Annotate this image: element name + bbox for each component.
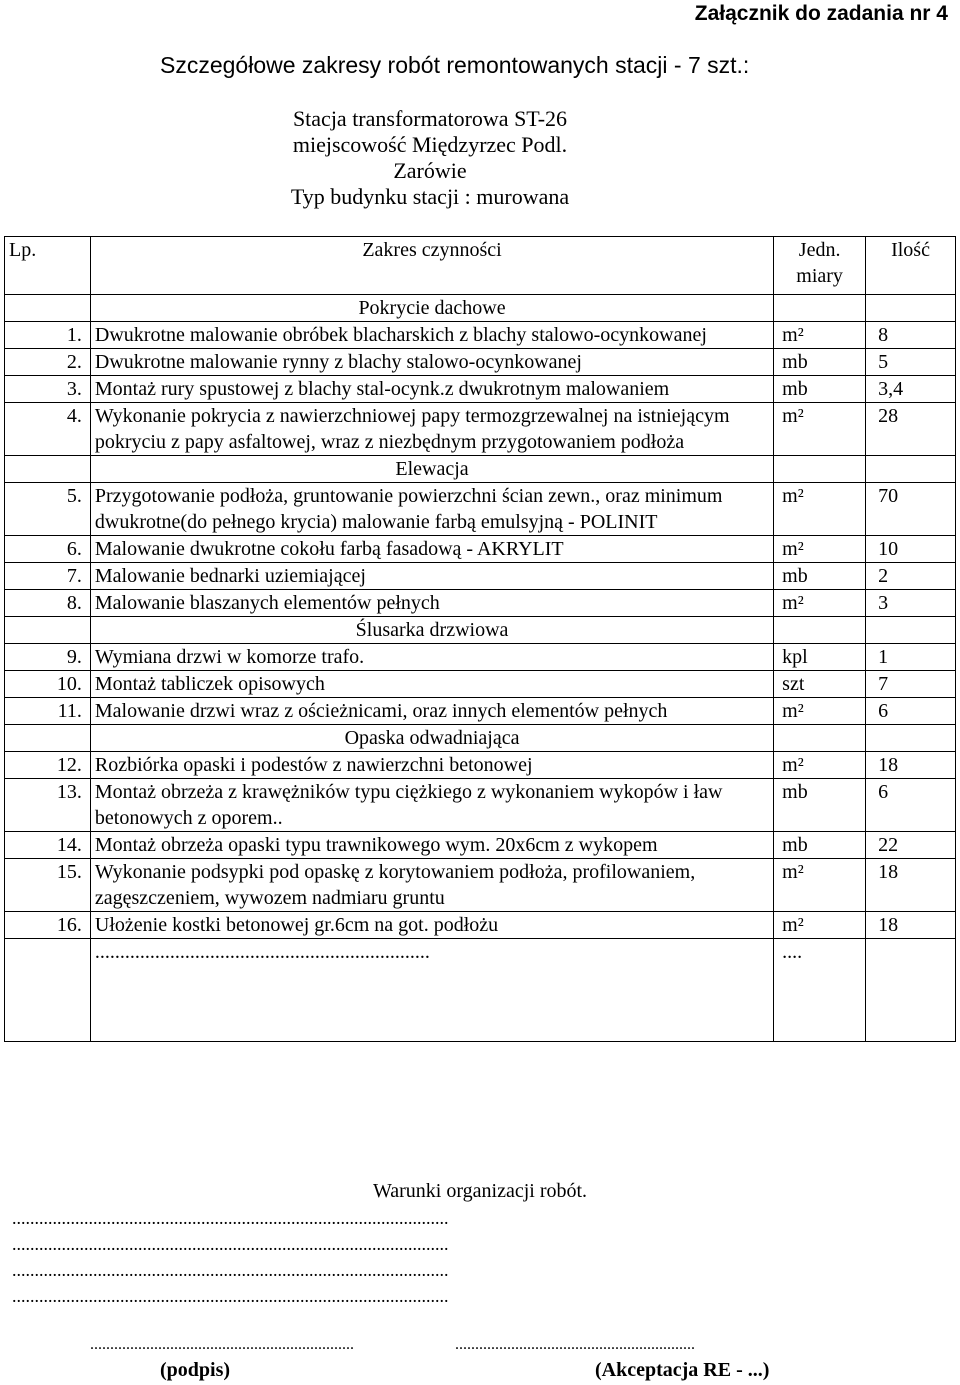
row-unit: kpl xyxy=(774,644,866,671)
blank-lp xyxy=(5,939,91,1042)
row-lp: 2. xyxy=(5,349,91,376)
row-unit: m² xyxy=(774,752,866,779)
row-description: Montaż rury spustowej z blachy stal-ocynk.z dwukrotnym malowaniem xyxy=(90,376,773,403)
row-quantity: 3,4 xyxy=(866,376,956,403)
section-lp-cell xyxy=(5,295,91,322)
row-description: Przygotowanie podłoża, gruntowanie powierzchni ścian zewn., oraz minimum dwukrotne(do pełnego krycia) malowanie farbą emulsyjną - POLINIT xyxy=(90,483,773,536)
table-row xyxy=(5,859,956,912)
building-type: Typ budynku stacji : murowana xyxy=(290,184,570,209)
row-description: Montaż tabliczek opisowych xyxy=(90,671,773,698)
row-lp: 10. xyxy=(5,671,91,698)
table-row xyxy=(5,349,956,376)
row-description: Malowanie dwukrotne cokołu farbą fasadową - AKRYLIT xyxy=(90,536,773,563)
station-name: Stacja transformatorowa ST-26 xyxy=(292,106,568,131)
col-scope: Zakres czynności xyxy=(90,237,773,295)
table-header xyxy=(5,237,956,295)
row-description: Montaż obrzeża opaski typu trawnikowego wym. 20x6cm z wykopem xyxy=(90,832,773,859)
signature-right-line: ............................................................ xyxy=(455,1336,695,1353)
row-description: Malowanie bednarki uziemiającej xyxy=(90,563,773,590)
blank-description: ................................................................... xyxy=(90,939,773,1042)
table-row xyxy=(5,912,956,939)
row-lp: 14. xyxy=(5,832,91,859)
signature-left-line: .................................................................. xyxy=(90,1336,354,1353)
row-unit: m² xyxy=(774,859,866,912)
row-quantity: 8 xyxy=(866,322,956,349)
section-qty-cell xyxy=(866,456,956,483)
row-quantity: 18 xyxy=(866,859,956,912)
row-description: Montaż obrzeża z krawężników typu ciężkiego z wykonaniem wykopów i ław betonowych z oporem.. xyxy=(90,779,773,832)
conditions-line-1: ................................................................................................. xyxy=(12,1208,449,1228)
table-row xyxy=(5,752,956,779)
section-qty-cell xyxy=(866,295,956,322)
section-row xyxy=(5,617,956,644)
section-unit-cell xyxy=(774,295,866,322)
blank-unit: .... xyxy=(774,939,866,1042)
row-unit: mb xyxy=(774,779,866,832)
row-quantity: 7 xyxy=(866,671,956,698)
col-qty: Ilość xyxy=(866,237,956,295)
row-unit: mb xyxy=(774,349,866,376)
row-quantity: 6 xyxy=(866,698,956,725)
table-row xyxy=(5,483,956,536)
row-lp: 3. xyxy=(5,376,91,403)
section-unit-cell xyxy=(774,725,866,752)
section-lp-cell xyxy=(5,456,91,483)
table-row xyxy=(5,671,956,698)
section-lp-cell xyxy=(5,617,91,644)
row-lp: 8. xyxy=(5,590,91,617)
conditions-line-3: ................................................................................................. xyxy=(12,1260,449,1280)
document-title: Szczegółowe zakresy robót remontowanych stacji - 7 szt.: xyxy=(160,52,750,78)
row-lp: 5. xyxy=(5,483,91,536)
table-row xyxy=(5,563,956,590)
section-qty-cell xyxy=(866,617,956,644)
works-table xyxy=(4,236,956,1042)
row-quantity: 2 xyxy=(866,563,956,590)
row-description: Malowanie drzwi wraz z ościeżnicami, oraz innych elementów pełnych xyxy=(90,698,773,725)
row-unit: m² xyxy=(774,536,866,563)
row-quantity: 18 xyxy=(866,752,956,779)
row-quantity: 70 xyxy=(866,483,956,536)
table-row xyxy=(5,536,956,563)
attachment-label: Załącznik do zadania nr 4 xyxy=(694,2,948,25)
row-lp: 15. xyxy=(5,859,91,912)
row-quantity: 1 xyxy=(866,644,956,671)
table-row xyxy=(5,832,956,859)
row-quantity: 18 xyxy=(866,912,956,939)
row-unit: m² xyxy=(774,483,866,536)
blank-quantity xyxy=(866,939,956,1042)
conditions-line-4: ................................................................................................. xyxy=(12,1286,449,1306)
row-quantity: 28 xyxy=(866,403,956,456)
row-lp: 6. xyxy=(5,536,91,563)
row-unit: m² xyxy=(774,912,866,939)
row-description: Wykonanie podsypki pod opaskę z korytowaniem podłoża, profilowaniem, zagęszczeniem, wywozem nadmiaru gruntu xyxy=(90,859,773,912)
row-lp: 9. xyxy=(5,644,91,671)
table-row xyxy=(5,403,956,456)
row-unit: m² xyxy=(774,698,866,725)
row-quantity: 22 xyxy=(866,832,956,859)
signature-left-label: (podpis) xyxy=(160,1359,231,1381)
col-lp: Lp. xyxy=(5,237,91,295)
row-quantity: 10 xyxy=(866,536,956,563)
row-description: Ułożenie kostki betonowej gr.6cm na got. podłożu xyxy=(90,912,773,939)
table-row xyxy=(5,779,956,832)
station-locality: miejscowość Międzyrzec Podl. xyxy=(292,132,568,157)
row-lp: 7. xyxy=(5,563,91,590)
row-unit: m² xyxy=(774,403,866,456)
row-unit: mb xyxy=(774,376,866,403)
row-unit: mb xyxy=(774,563,866,590)
row-unit: m² xyxy=(774,322,866,349)
row-description: Dwukrotne malowanie obróbek blacharskich z blachy stalowo-ocynkowanej xyxy=(90,322,773,349)
row-description: Dwukrotne malowanie rynny z blachy stalowo-ocynkowanej xyxy=(90,349,773,376)
section-row xyxy=(5,725,956,752)
row-lp: 16. xyxy=(5,912,91,939)
section-title: Elewacja xyxy=(90,456,773,483)
col-unit: Jedn. miary xyxy=(774,237,866,295)
table-row xyxy=(5,322,956,349)
section-title: Opaska odwadniająca xyxy=(90,725,773,752)
row-lp: 11. xyxy=(5,698,91,725)
blank-row xyxy=(5,939,956,1042)
section-lp-cell xyxy=(5,725,91,752)
conditions-heading: Warunki organizacji robót. xyxy=(372,1180,588,1202)
section-unit-cell xyxy=(774,617,866,644)
works-table-body xyxy=(5,295,956,1042)
signature-right-label: (Akceptacja RE - ...) xyxy=(595,1359,770,1381)
station-village: Zarówie xyxy=(393,158,467,183)
section-qty-cell xyxy=(866,725,956,752)
section-title: Pokrycie dachowe xyxy=(90,295,773,322)
table-row xyxy=(5,590,956,617)
conditions-line-2: ................................................................................................. xyxy=(12,1234,449,1254)
row-quantity: 6 xyxy=(866,779,956,832)
row-unit: szt xyxy=(774,671,866,698)
table-row xyxy=(5,698,956,725)
row-description: Rozbiórka opaski i podestów z nawierzchni betonowej xyxy=(90,752,773,779)
section-row xyxy=(5,456,956,483)
section-unit-cell xyxy=(774,456,866,483)
row-lp: 13. xyxy=(5,779,91,832)
row-lp: 1. xyxy=(5,322,91,349)
row-quantity: 3 xyxy=(866,590,956,617)
table-row xyxy=(5,376,956,403)
section-title: Ślusarka drzwiowa xyxy=(90,617,773,644)
section-row xyxy=(5,295,956,322)
row-lp: 4. xyxy=(5,403,91,456)
station-info xyxy=(0,106,860,210)
row-description: Wymiana drzwi w komorze trafo. xyxy=(90,644,773,671)
row-lp: 12. xyxy=(5,752,91,779)
row-unit: mb xyxy=(774,832,866,859)
row-description: Malowanie blaszanych elementów pełnych xyxy=(90,590,773,617)
table-row xyxy=(5,644,956,671)
row-quantity: 5 xyxy=(866,349,956,376)
row-unit: m² xyxy=(774,590,866,617)
row-description: Wykonanie pokrycia z nawierzchniowej papy termozgrzewalnej na istniejącym pokryciu z papy asfaltowej, wraz z niezbędnym przygotowaniem podłoża xyxy=(90,403,773,456)
